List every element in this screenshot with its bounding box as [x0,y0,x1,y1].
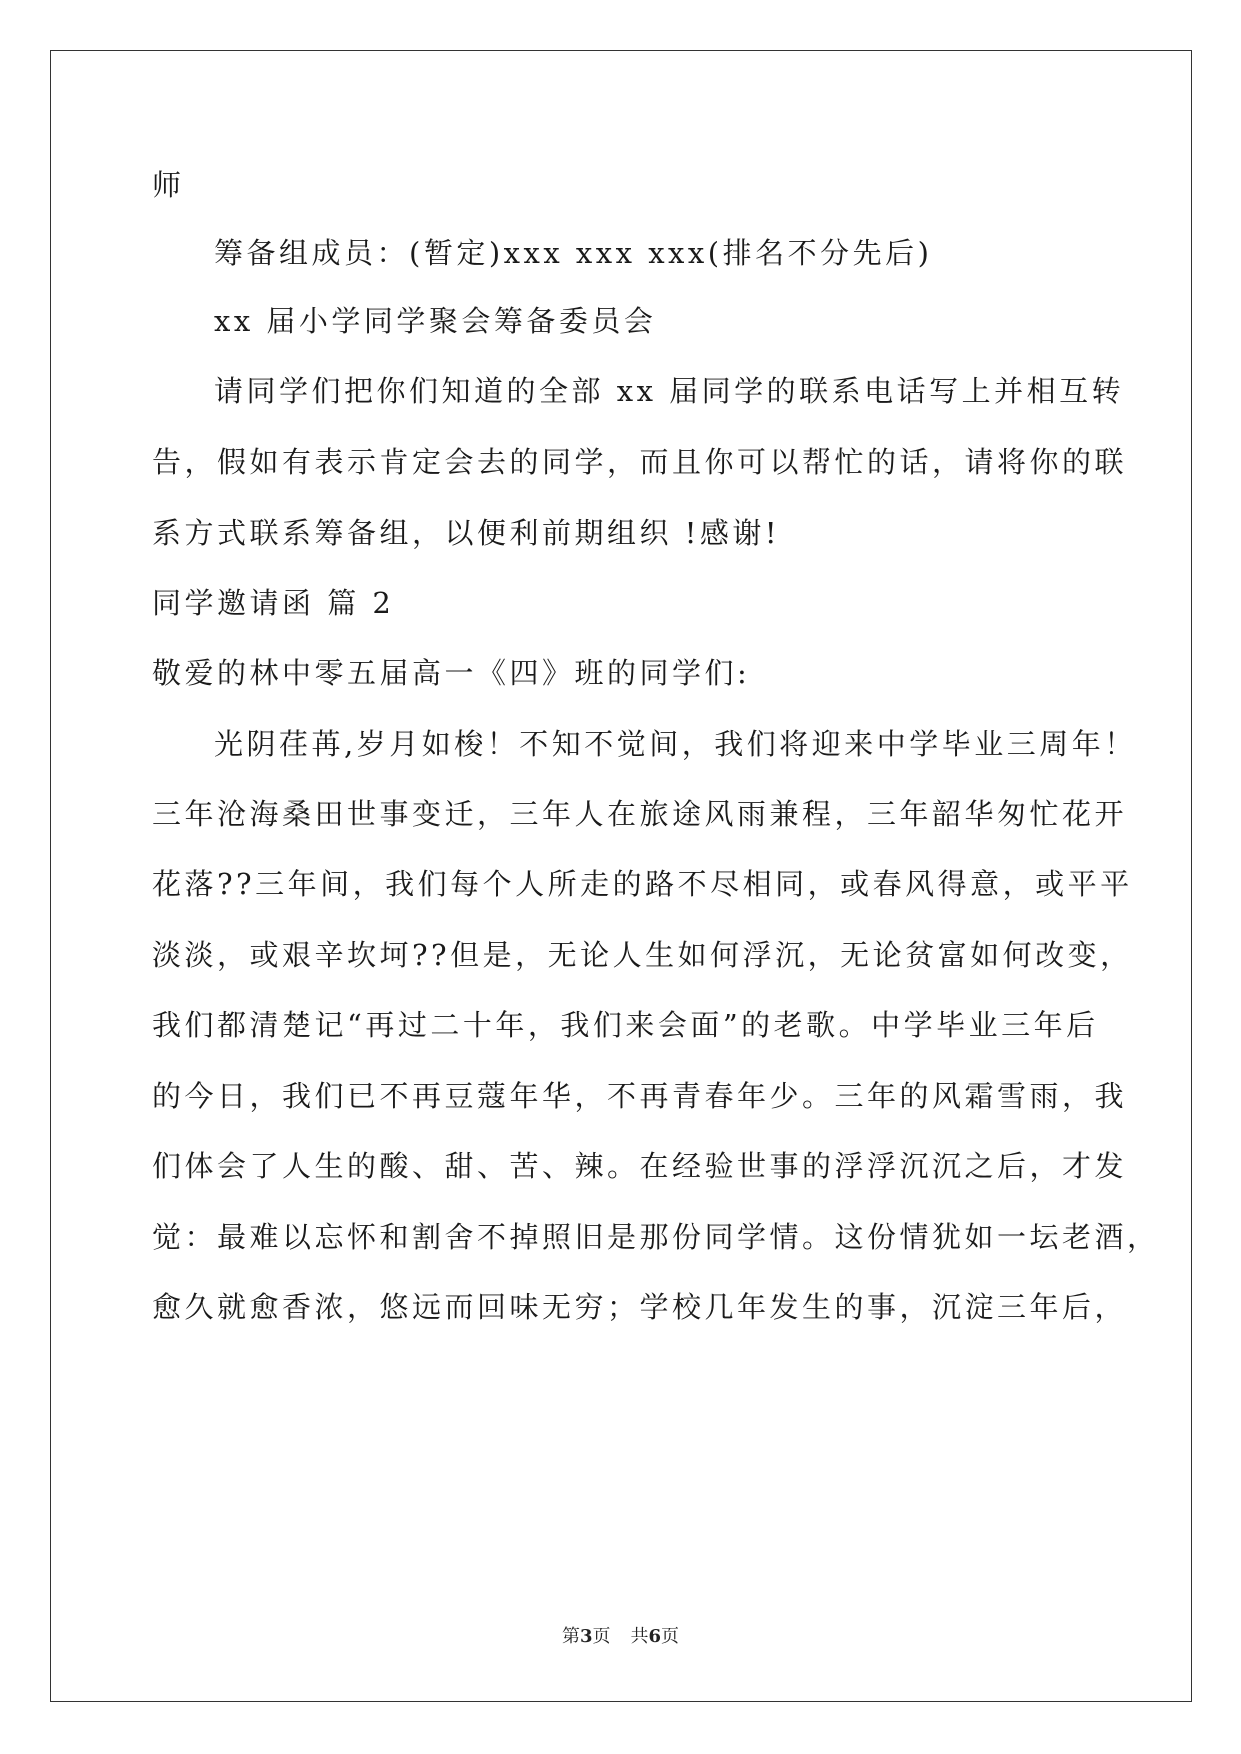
text-line: 请同学们把你们知道的全部 xx 届同学的联系电话写上并相互转 [214,374,1125,408]
section-heading: 同学邀请函 篇 2 [152,586,395,620]
page-suffix: 页 [592,1626,611,1647]
page-footer [0,1622,1241,1648]
text-line: 花落??三年间，我们每个人所走的路不尽相同，或春风得意，或平平 [152,867,1133,901]
text-line: 觉：最难以忘怀和割舍不掉照旧是那份同学情。这份情犹如一坛老酒， [152,1220,1160,1254]
text-line: 淡淡，或艰辛坎坷??但是，无论人生如何浮沉，无论贫富如何改变， [152,938,1133,972]
text-line: 告，假如有表示肯定会去的同学，而且你可以帮忙的话，请将你的联 [152,445,1128,479]
text-line: 愈久就愈香浓，悠远而回味无穷；学校几年发生的事，沉淀三年后， [152,1290,1128,1324]
text-line: 我们都清楚记“再过二十年，我们来会面”的老歌。中学毕业三年后 [152,1008,1099,1042]
text-line: xx 届小学同学聚会筹备委员会 [214,304,657,338]
text-line: 们体会了人生的酸、甜、苦、辣。在经验世事的浮浮沉沉之后，才发 [152,1149,1128,1183]
text-line: 的今日，我们已不再豆蔻年华，不再青春年少。三年的风霜雪雨，我 [152,1079,1128,1113]
page-number: 3 [579,1626,593,1647]
text-line: 系方式联系筹备组，以便利前期组织 !感谢! [152,516,781,550]
text-line: 三年沧海桑田世事变迁，三年人在旅途风雨兼程，三年韶华匆忙花开 [152,797,1128,831]
text-line: 师 [152,168,185,202]
total-prefix: 共 [630,1626,649,1647]
text-line: 光阴荏苒,岁月如梭！不知不觉间，我们将迎来中学毕业三周年！ [214,727,1137,761]
total-pages: 6 [648,1626,662,1647]
page-prefix: 第 [561,1626,580,1647]
text-line: 筹备组成员：(暂定)xxx xxx xxx(排名不分先后) [214,236,933,270]
total-suffix: 页 [661,1626,680,1647]
salutation: 敬爱的林中零五届高一《四》班的同学们: [152,656,751,690]
